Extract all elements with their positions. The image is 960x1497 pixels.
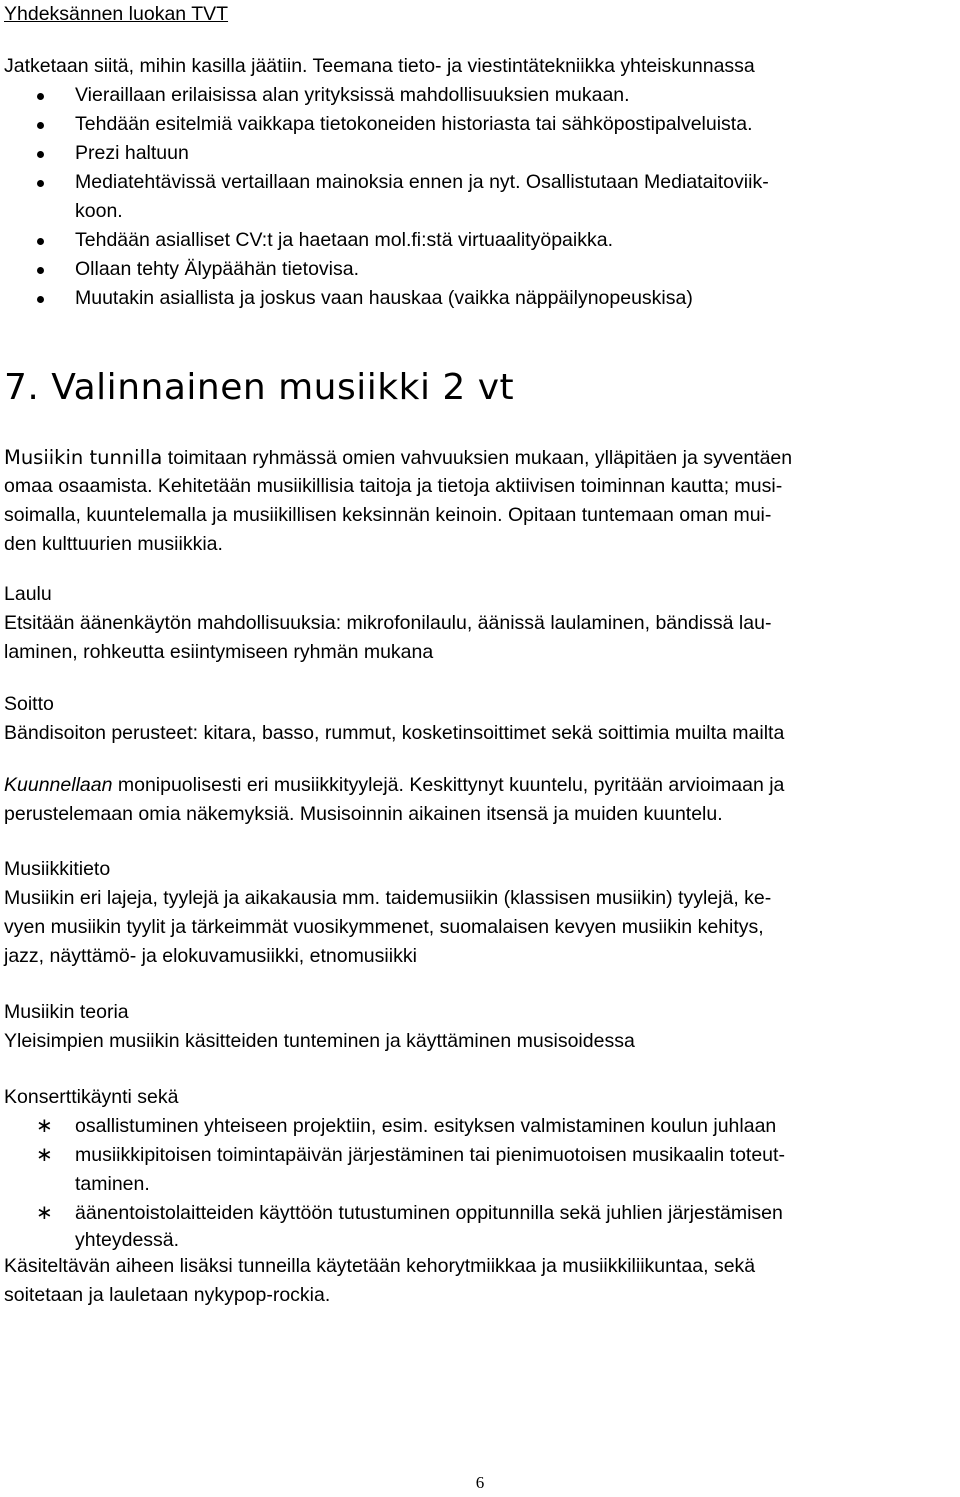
music-intro-line: soimalla, kuuntelemalla ja musiikillisen keksinnän keinoin. Opitaan tuntemaan oman mui- bbox=[4, 504, 772, 526]
page-number: 6 bbox=[475, 1473, 485, 1492]
bullet-dot-icon bbox=[37, 93, 44, 100]
bullet-dot-icon bbox=[37, 267, 44, 274]
konsertti-title: Konserttikäynti sekä bbox=[4, 1086, 179, 1108]
list-item: Vieraillaan erilaisissa alan yrityksissä mahdollisuuksien mukaan. bbox=[75, 84, 630, 106]
list-item: Ollaan tehty Älypäähän tietovisa. bbox=[75, 258, 360, 280]
music-intro-rest: toimitaan ryhmässä omien vahvuuksien mukaan, ylläpitäen ja syventäen bbox=[162, 447, 793, 469]
music-intro-line bbox=[4, 443, 792, 473]
bullet-dot-icon bbox=[37, 238, 44, 245]
teoria-line: Yleisimpien musiikin käsitteiden tunteminen ja käyttäminen musisoidessa bbox=[4, 1030, 635, 1052]
music-intro-line: omaa osaamista. Kehitetään musiikillisia taitoja ja tietoja aktiivisen toiminnan kautta; musi- bbox=[4, 475, 783, 497]
asterisk-bullet-icon: ∗ bbox=[36, 1202, 53, 1224]
list-item-continuation: koon. bbox=[75, 200, 123, 222]
list-item: Muutakin asiallista ja joskus vaan hauskaa (vaikka näppäilynopeuskisa) bbox=[75, 287, 693, 309]
list-item-continuation: yhteydessä. bbox=[75, 1229, 180, 1251]
laulu-title: Laulu bbox=[4, 583, 52, 605]
page-header: Yhdeksännen luokan TVT bbox=[4, 3, 229, 25]
laulu-line: laminen, rohkeutta esiintymiseen ryhmän mukana bbox=[4, 641, 434, 663]
kuunnellaan-line bbox=[4, 771, 784, 800]
laulu-line: Etsitään äänenkäytön mahdollisuuksia: mikrofonilaulu, äänissä laulaminen, bändissä lau- bbox=[4, 612, 772, 634]
list-item: Tehdään asialliset CV:t ja haetaan mol.fi:stä virtuaalityöpaikka. bbox=[75, 229, 613, 251]
kuunnellaan-lead: Kuunnellaan bbox=[4, 774, 113, 796]
list-item: osallistuminen yhteiseen projektiin, esim. esityksen valmistaminen koulun juhlaan bbox=[75, 1115, 777, 1137]
closing-line: Käsiteltävän aiheen lisäksi tunneilla käytetään kehorytmiikkaa ja musiikkiliikuntaa, sekä bbox=[4, 1255, 756, 1277]
list-item: Tehdään esitelmiä vaikkapa tietokoneiden historiasta tai sähköpostipalveluista. bbox=[75, 113, 753, 135]
soitto-line: Bändisoiton perusteet: kitara, basso, rummut, kosketinsoittimet sekä soittimia muilta mailta bbox=[4, 722, 785, 744]
soitto-title: Soitto bbox=[4, 693, 54, 715]
music-intro-lead: Musiikin tunnilla bbox=[4, 446, 163, 469]
tieto-line: Musiikin eri lajeja, tyylejä ja aikakausia mm. taidemusiikin (klassisen musiikin) tyylejä, ke- bbox=[4, 887, 772, 909]
closing-line: soitetaan ja lauletaan nykypop-rockia. bbox=[4, 1284, 331, 1306]
kuunnellaan-line: perustelemaan omia näkemyksiä. Musisoinnin aikainen itsensä ja muiden kuuntelu. bbox=[4, 803, 723, 825]
tieto-line: vyen musiikin tyylit ja tärkeimmät vuosikymmenet, suomalaisen kevyen musiikin kehitys, bbox=[4, 916, 764, 938]
kuunnellaan-rest: monipuolisesti eri musiikkityylejä. Keskittynyt kuuntelu, pyritään arvioimaan ja bbox=[112, 774, 785, 796]
music-intro-line: den kulttuurien musiikkia. bbox=[4, 533, 223, 555]
list-item-continuation: taminen. bbox=[75, 1173, 150, 1195]
list-item: Mediatehtävissä vertaillaan mainoksia ennen ja nyt. Osallistutaan Mediataitoviik- bbox=[75, 171, 769, 193]
list-item: äänentoistolaitteiden käyttöön tutustuminen oppitunnilla sekä juhlien järjestämisen bbox=[75, 1202, 783, 1224]
tieto-title: Musiikkitieto bbox=[4, 858, 111, 880]
asterisk-bullet-icon: ∗ bbox=[36, 1115, 53, 1137]
bullet-dot-icon bbox=[37, 151, 44, 158]
bullet-dot-icon bbox=[37, 296, 44, 303]
tieto-line: jazz, näyttämö- ja elokuvamusiikki, etnomusiikki bbox=[4, 945, 417, 967]
list-item: Prezi haltuun bbox=[75, 142, 189, 164]
teoria-title: Musiikin teoria bbox=[4, 1001, 129, 1023]
asterisk-bullet-icon: ∗ bbox=[36, 1144, 53, 1166]
bullet-dot-icon bbox=[37, 180, 44, 187]
bullet-dot-icon bbox=[37, 122, 44, 129]
list-item: musiikkipitoisen toimintapäivän järjestäminen tai pienimuotoisen musikaalin toteut- bbox=[75, 1144, 785, 1166]
tvt-intro: Jatketaan siitä, mihin kasilla jäätiin. Teemana tieto- ja viestintätekniikka yhteiskunnassa bbox=[4, 55, 755, 77]
section-heading: 7. Valinnainen musiikki 2 vt bbox=[4, 367, 515, 408]
